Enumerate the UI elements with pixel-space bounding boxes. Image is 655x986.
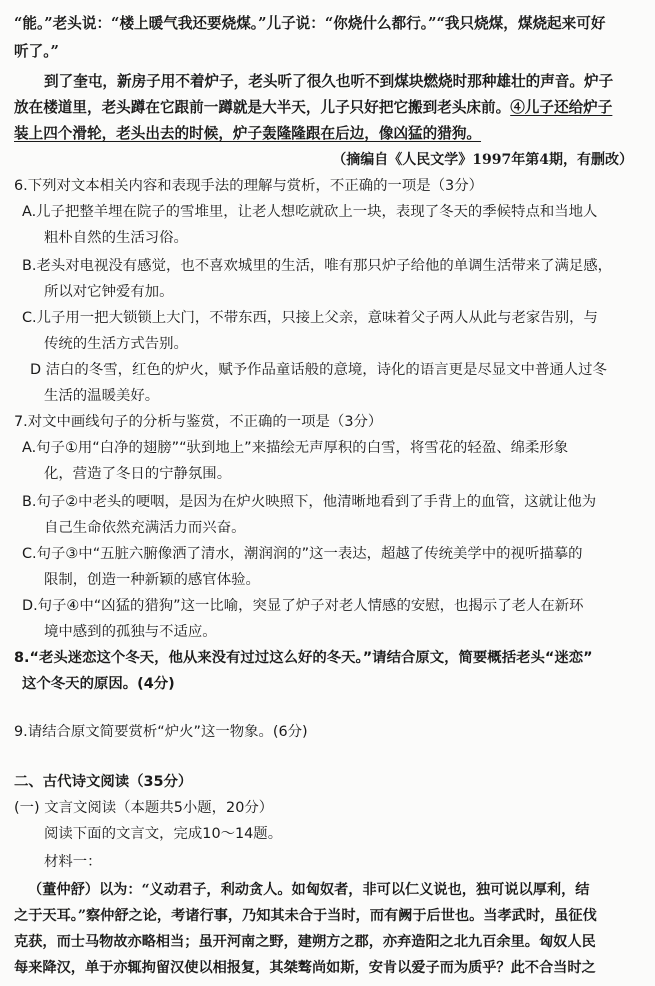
question-7-option-c-cont: 限制，创造一种新颖的感官体验。 [44, 572, 260, 588]
question-8-stem: 8.“老头迷恋这个冬天，他从来没有过过这么好的冬天。”请结合原文，简要概括老头“迷恋” [14, 650, 593, 666]
section-2-instruction: 阅读下面的文言文，完成10～14题。 [44, 826, 283, 842]
question-7-option-d: D.句子④中“凶猛的猎狗”这一比喻，突显了炉子对老人情感的安慰，也揭示了老人在新环 [22, 598, 584, 614]
question-7-option-a-cont: 化，营造了冬日的宁静氛围。 [44, 466, 232, 482]
classical-text-line: 克获，而士马物故亦略相当；虽开河南之野，建朔方之郡，亦弃造阳之北九百余里。匈奴人民 [14, 934, 596, 950]
underlined-sentence-4-cont: 装上四个滑轮，老头出去的时候，炉子轰隆隆跟在后边，像凶猛的猎狗。 [14, 125, 482, 142]
passage-line: 到了奎屯，新房子用不着炉子，老头听了很久也听不到煤块燃烧时那种雄壮的声音。炉子 [44, 73, 614, 90]
section-2-title: 二、古代诗文阅读（35分） [14, 774, 193, 790]
material-label: 材料一： [44, 854, 102, 870]
question-6-option-d: D 洁白的冬雪，红色的炉火，赋予作品童话般的意境，诗化的语言更是尽显文中普通人过冬 [30, 362, 607, 378]
question-7-option-b-cont: 自己生命依然充满活力而兴奋。 [44, 520, 246, 536]
question-6-option-a: A.儿子把整羊埋在院子的雪堆里，让老人想吃就砍上一块，表现了冬天的季候特点和当地人 [22, 204, 598, 220]
question-8-stem-cont: 这个冬天的原因。(4分) [22, 676, 175, 692]
question-7-option-b: B.句子②中老头的哽咽，是因为在炉火映照下，他清晰地看到了手背上的血管，这就让他为 [22, 494, 597, 510]
question-6-stem: 6.下列对文本相关内容和表现手法的理解与赏析，不正确的一项是（3分） [14, 178, 483, 194]
question-7-stem: 7.对文中画线句子的分析与鉴赏，不正确的一项是（3分） [14, 414, 383, 430]
passage-line: 听了。” [14, 43, 59, 60]
question-6-option-d-cont: 生活的温暖美好。 [44, 388, 160, 404]
question-7-option-a: A.句子①用“白净的翅膀”“驮到地上”来描绘无声厚积的白雪，将雪花的轻盈、绵柔形象 [22, 440, 569, 456]
classical-text-line: （董仲舒）以为：“义动君子，利动贪人。如匈奴者，非可以仁义说也，独可说以厚利，结 [28, 882, 590, 898]
question-7-option-c: C.句子③中“五脏六腑像洒了清水，潮润润的”这一表达，超越了传统美学中的视听描摹的 [22, 546, 583, 562]
question-6-option-b: B.老头对电视没有感觉，也不喜欢城里的生活，唯有那只炉子给他的单调生活带来了满足感， [22, 258, 613, 274]
passage-text: 放在楼道里，老头蹲在它跟前一蹲就是大半天，儿子只好把它搬到老头床前。 [14, 99, 511, 116]
classical-text-line: 之于天耳。”察仲舒之论，考诸行事，乃知其未合于当时，而有阙于后世也。当孝武时，虽征伐 [14, 908, 597, 924]
question-7-option-d-cont: 境中感到的孤独与不适应。 [44, 624, 217, 640]
question-6-option-c: C.儿子用一把大锁锁上大门，不带东西，只接上父亲，意味着父子两人从此与老家告别，与 [22, 310, 598, 326]
classical-text-line: 每来降汉，单于亦辄拘留汉使以相报复，其桀骜尚如斯，安肯以爱子而为质乎？此不合当时之 [14, 960, 596, 976]
passage-line: “能。”老头说：“楼上暖气我还要烧煤。”儿子说：“你烧什么都行。”“我只烧煤，煤烧起来可好 [14, 15, 606, 32]
passage-line [14, 98, 612, 118]
question-9-stem: 9.请结合原文简要赏析“炉火”这一物象。(6分) [14, 724, 308, 740]
question-6-option-c-cont: 传统的生活方式告别。 [44, 336, 188, 352]
question-6-option-b-cont: 所以对它钟爱有加。 [44, 284, 174, 300]
question-6-option-a-cont: 粗朴自然的生活习俗。 [44, 230, 188, 246]
passage-source: （摘编自《人民文学》1997年第4期，有删改） [332, 152, 633, 168]
underlined-sentence-4: ④儿子还给炉子 [510, 99, 613, 116]
section-2-subtitle: (一) 文言文阅读（本题共5小题，20分） [14, 800, 274, 816]
